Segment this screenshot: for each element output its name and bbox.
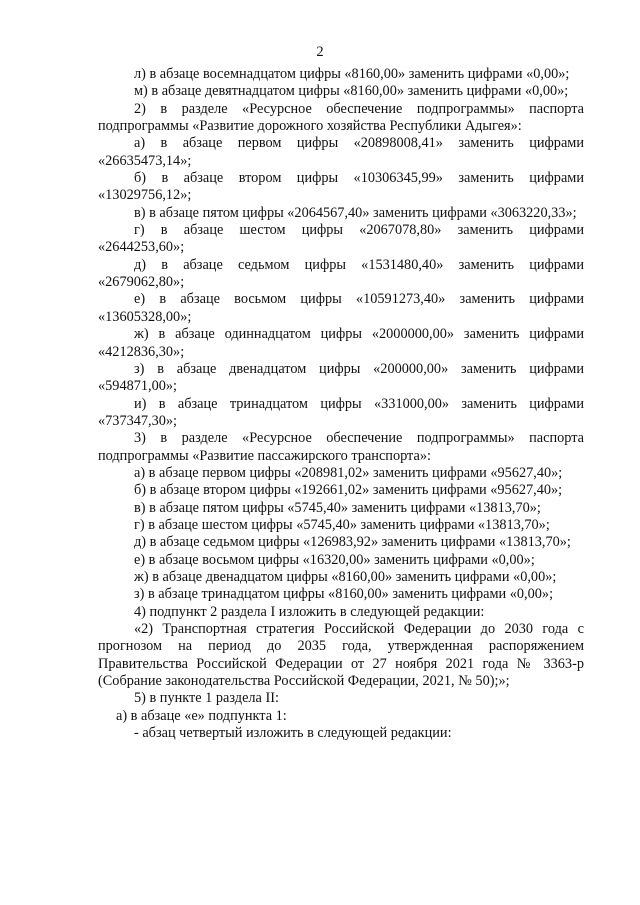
paragraph: - абзац четвертый изложить в следующей редакции: (134, 725, 452, 742)
paragraph: 4) подпункт 2 раздела I изложить в следующей редакции: (134, 603, 485, 620)
paragraph: а) в абзаце «е» подпункта 1: (116, 707, 287, 724)
paragraph: б) в абзаце втором цифры «192661,02» заменить цифрами «95627,40»; (134, 482, 563, 499)
paragraph: з) в абзаце тринадцатом цифры «8160,00» заменить цифрами «0,00»; (134, 586, 554, 603)
paragraph: м) в абзаце девятнадцатом цифры «8160,00» заменить цифрами «0,00»; (134, 83, 569, 100)
page-number: 2 (316, 44, 324, 60)
paragraph: 2) в разделе «Ресурсное обеспечение подпрограммы» паспорта подпрограммы «Развитие дорожного хозяйства Республики Адыгея»: (98, 100, 584, 135)
paragraph: в) в абзаце пятом цифры «5745,40» заменить цифрами «13813,70»; (134, 499, 541, 516)
paragraph: г) в абзаце шестом цифры «2067078,80» заменить цифрами «2644253,60»; (98, 222, 584, 256)
paragraph: е) в абзаце восьмом цифры «16320,00» заменить цифрами «0,00»; (134, 551, 535, 568)
document-body (98, 66, 584, 742)
paragraph: л) в абзаце восемнадцатом цифры «8160,00» заменить цифрами «0,00»; (134, 66, 570, 82)
paragraph: е) в абзаце восьмом цифры «10591273,40» заменить цифрами «13605328,00»; (98, 291, 584, 325)
paragraph: з) в абзаце двенадцатом цифры «200000,00» заменить цифрами «594871,00»; (98, 360, 584, 395)
paragraph: д) в абзаце седьмом цифры «1531480,40» заменить цифрами «2679062,80»; (98, 256, 584, 291)
paragraph: а) в абзаце первом цифры «208981,02» заменить цифрами «95627,40»; (134, 464, 563, 481)
paragraph: а) в абзаце первом цифры «20898008,41» заменить цифрами «26635473,14»; (98, 135, 584, 169)
paragraph: в) в абзаце пятом цифры «2064567,40» заменить цифрами «3063220,33»; (134, 204, 577, 221)
paragraph: д) в абзаце седьмом цифры «126983,92» заменить цифрами «13813,70»; (134, 534, 571, 551)
paragraph: г) в абзаце шестом цифры «5745,40» заменить цифрами «13813,70»; (134, 516, 550, 533)
paragraph: и) в абзаце тринадцатом цифры «331000,00» заменить цифрами «737347,30»; (98, 395, 584, 429)
paragraph: ж) в абзаце двенадцатом цифры «8160,00» заменить цифрами «0,00»; (134, 568, 557, 585)
paragraph: 5) в пункте 1 раздела II: (134, 690, 279, 707)
paragraph: «2) Транспортная стратегия Российской Федерации до 2030 года с прогнозом на период до 2035 года, утвержденная распоряжением Правительства Российской Федерации от 27 ноября 2021 года № 3363-р (Собрание законодательства Российской Федерации, 2021, № 50);»; (98, 621, 584, 690)
paragraph: ж) в абзаце одиннадцатом цифры «2000000,00» заменить цифрами «4212836,30»; (98, 326, 584, 360)
paragraph: 3) в разделе «Ресурсное обеспечение подпрограммы» паспорта подпрограммы «Развитие пассажирского транспорта»: (98, 430, 584, 464)
paragraph: б) в абзаце втором цифры «10306345,99» заменить цифрами «13029756,12»; (98, 170, 584, 204)
